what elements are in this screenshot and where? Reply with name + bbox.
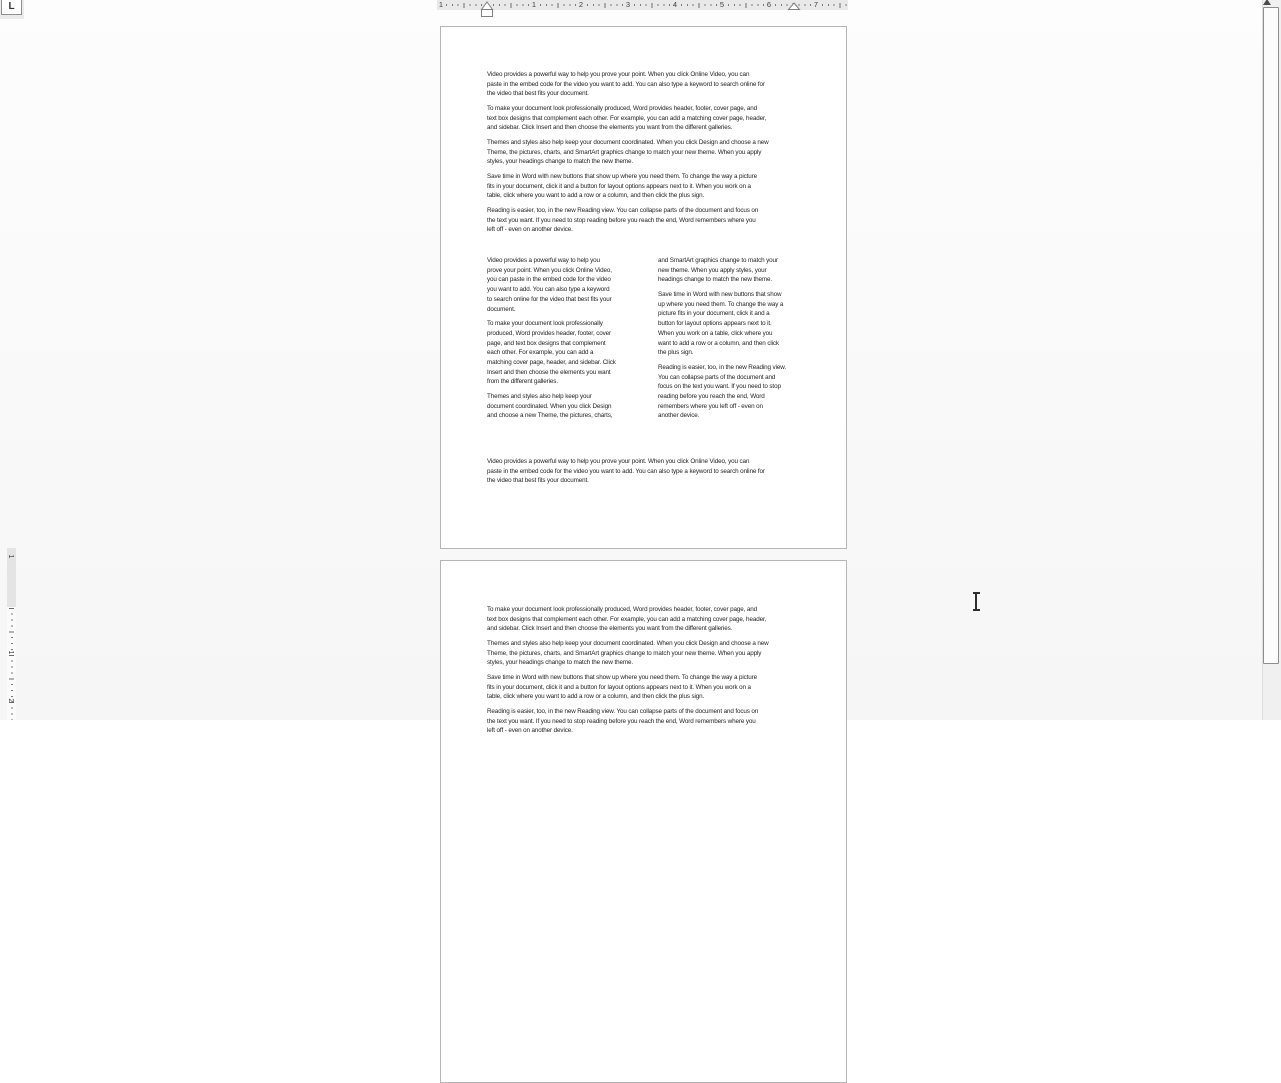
scrollbar-thumb[interactable] (1263, 7, 1279, 664)
paragraph[interactable]: Reading is easier, too, in the new Reading view. You can collapse parts of the document and focus on the text you want. If you need to stop reading before you reach the end, Word remembers where you left off - even on another device. (487, 207, 759, 234)
closing-section (487, 457, 765, 491)
intro-section (487, 70, 769, 240)
left-indent-marker[interactable] (481, 9, 493, 17)
ruler-margin-label: 1 (438, 0, 444, 9)
ruler-inch-label: 4 (672, 0, 678, 9)
paragraph[interactable]: Video provides a powerful way to help you prove your point. When you click Online Video, you can paste in the embed code for the video you want to add. You can also type a keyword to search online for the video that best fits your document. (487, 458, 765, 485)
ibeam-cursor-icon (971, 592, 982, 611)
paragraph[interactable]: To make your document look professionally produced, Word provides header, footer, cover page, and text box designs that complement each other. For example, you can add a matching cover page, header, and sidebar. Click Insert and then choose the elements you want from the different galleries. (487, 320, 616, 386)
ruler-inch-label: 1 (531, 0, 537, 9)
page-1[interactable] (440, 26, 847, 549)
paragraph[interactable]: Reading is easier, too, in the new Reading view. You can collapse parts of the document and focus on the text you want. If you need to stop reading before you reach the end, Word remembers where you left off - even on another device. (658, 363, 786, 420)
paragraph[interactable]: Video provides a powerful way to help you prove your point. When you click Online Video, you can paste in the embed code for the video you want to add. You can also type a keyword to search online for the video that best fits your document. (487, 71, 765, 98)
two-column-section (487, 256, 802, 426)
paragraph[interactable]: Save time in Word with new buttons that show up where you need them. To change the way a picture fits in your document, click it and a button for layout options appears next to it. When you work on a table, click where you want to add a row or a column, and then click the plus sign. (487, 674, 758, 701)
ruler-inch-label: 2 (578, 0, 584, 9)
paragraph[interactable]: To make your document look professionally produced, Word provides header, footer, cover page, and text box designs that complement each other. For example, you can add a matching cover page, header, and sidebar. Click Insert and then choose the elements you want from the different galleries. (487, 606, 767, 633)
ruler-inch-label: 7 (813, 0, 819, 9)
paragraph[interactable]: Themes and styles also help keep your document coordinated. When you click Design and choose a new Theme, the pictures, charts, and SmartArt graphics change to match your new theme. When you apply styles, your headings change to match the new theme. (487, 640, 769, 667)
ruler-inch-label: 2 (7, 698, 16, 703)
paragraph[interactable]: Save time in Word with new buttons that show up where you need them. To change the way a picture fits in your document, click it and a button for layout options appears next to it. When you work on a table, click where you want to add a row or a column, and then click the plus sign. (487, 173, 758, 200)
paragraph[interactable]: Themes and styles also help keep your document coordinated. When you click Design and choose a new Theme, the pictures, charts, (487, 392, 613, 420)
paragraph[interactable]: and SmartArt graphics change to match your new theme. When you apply styles, your headings change to match the new theme. (658, 257, 778, 284)
horizontal-ruler[interactable] (437, 0, 848, 10)
ruler-inch-label: 1 (7, 650, 16, 655)
vertical-ruler[interactable] (7, 548, 16, 720)
ruler-margin-label: 1 (7, 554, 16, 559)
paragraph[interactable]: Themes and styles also help keep your document coordinated. When you click Design and choose a new Theme, the pictures, charts, and SmartArt graphics change to match your new theme. When you apply styles, your headings change to match the new theme. (487, 139, 769, 166)
right-indent-marker[interactable] (788, 3, 800, 10)
paragraph[interactable]: To make your document look professionally produced, Word provides header, footer, cover page, and text box designs that complement each other. For example, you can add a matching cover page, header, and sidebar. Click Insert and then choose the elements you want from the different galleries. (487, 105, 767, 132)
ruler-inch-label: 3 (625, 0, 631, 9)
column-right (658, 256, 802, 426)
page-2[interactable] (440, 560, 847, 1083)
paragraph[interactable]: Video provides a powerful way to help you prove your point. When you click Online Video, you can paste in the embed code for the video you want to add. You can also type a keyword to search online for the video that best fits your document. (487, 257, 612, 313)
tab-stop-selector-button[interactable]: L (1, 0, 22, 15)
paragraph[interactable]: Reading is easier, too, in the new Reading view. You can collapse parts of the document and focus on the text you want. If you need to stop reading before you reach the end, Word remembers where you left off - even on another device. (487, 708, 759, 735)
column-left (487, 256, 631, 426)
page2-text (487, 605, 769, 741)
ruler-inch-label: 5 (719, 0, 725, 9)
paragraph[interactable]: Save time in Word with new buttons that show up where you need them. To change the way a picture fits in your document, click it and a button for layout options appears next to it. When you work on a table, click where you want to add a row or a column, and then click the plus sign. (658, 291, 784, 357)
ruler-inch-label: 6 (766, 0, 772, 9)
scroll-up-arrow-icon[interactable] (1263, 0, 1271, 5)
tab-selector-frame (0, 0, 24, 19)
